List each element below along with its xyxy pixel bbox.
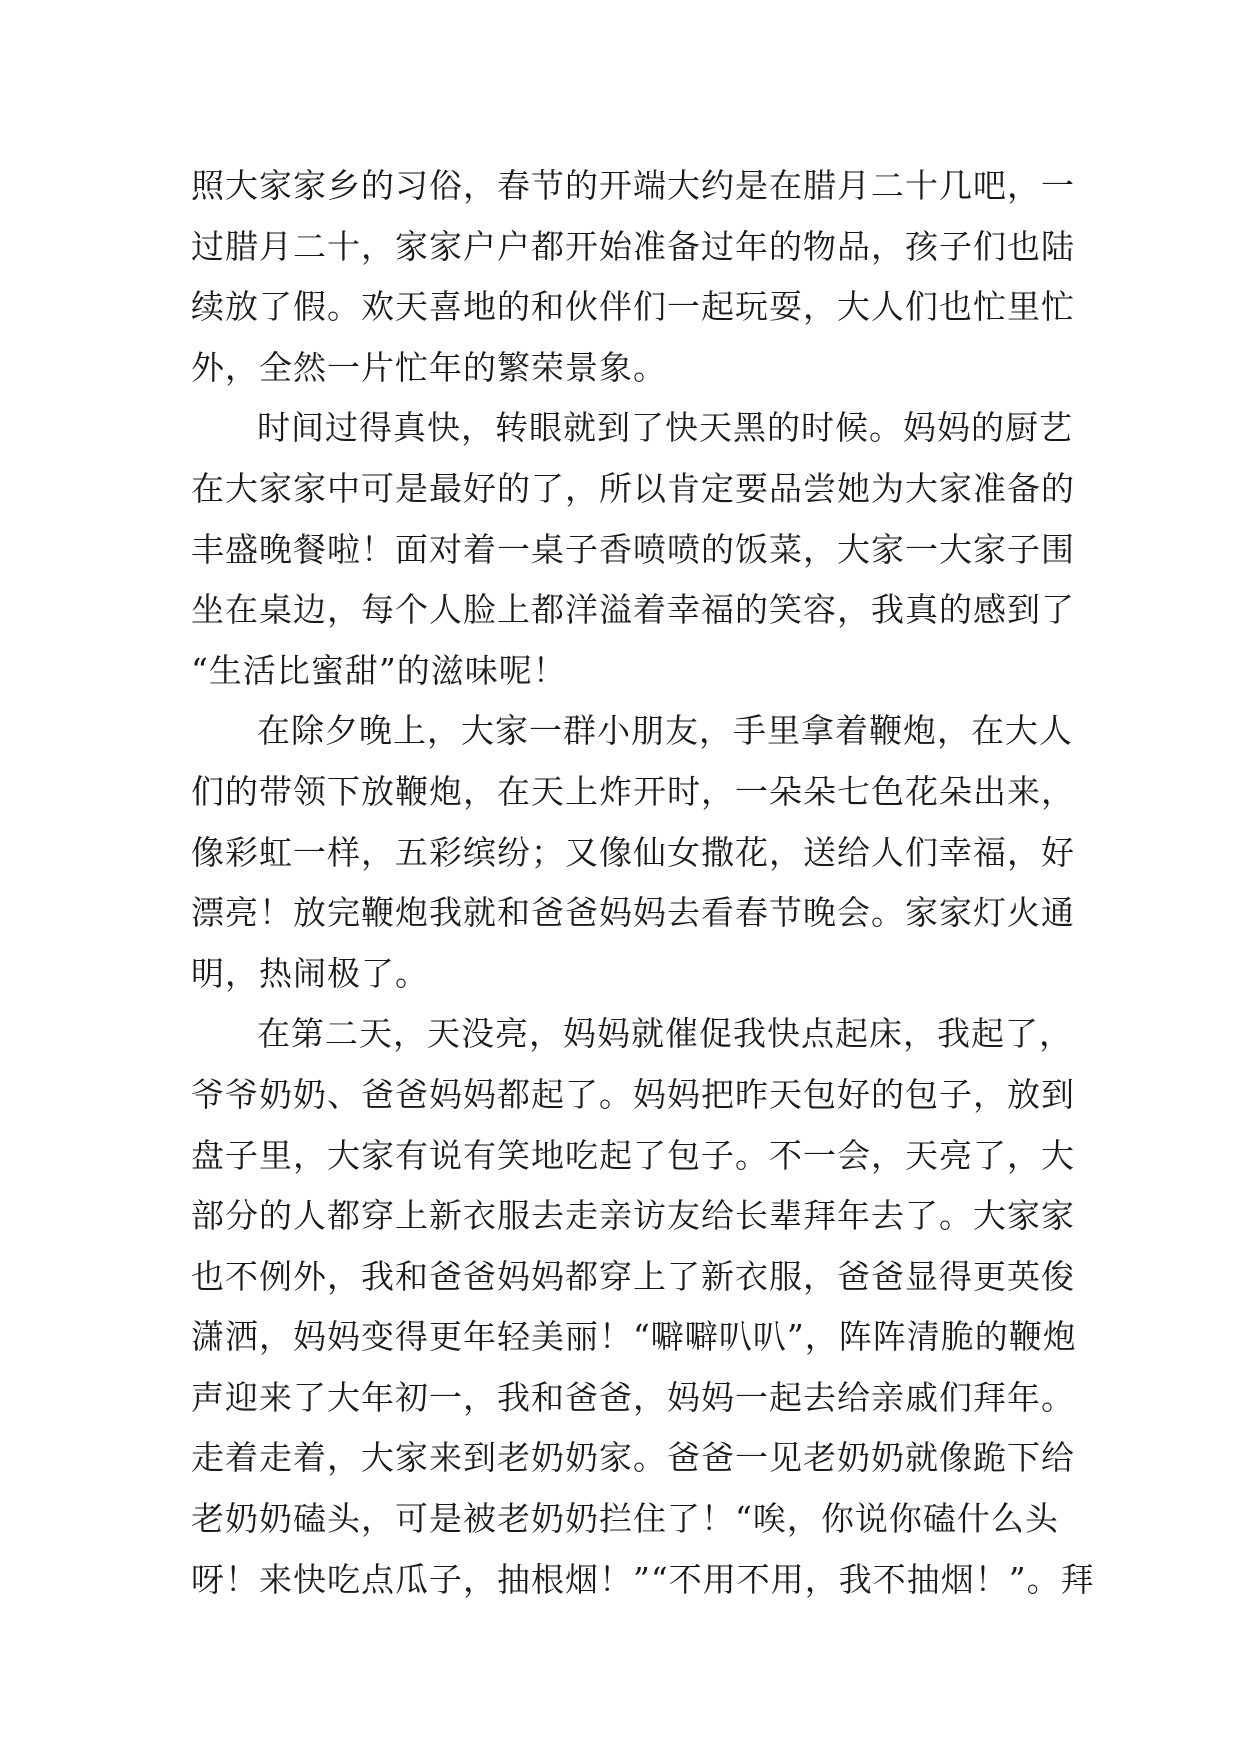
text-line: 在大家家中可是最好的了，所以肯定要品尝她为大家准备的 — [191, 468, 1075, 508]
text-line: 呀！来快吃点瓜子，抽根烟！”“不用不用，我不抽烟！”。拜 — [191, 1559, 1095, 1599]
text-line: 像彩虹一样，五彩缤纷；又像仙女撒花，送给人们幸福，好 — [191, 832, 1075, 872]
text-line: “生活比蜜甜”的滋味呢！ — [191, 650, 567, 690]
essay-body — [191, 156, 1095, 1610]
text-line: 照大家家乡的习俗，春节的开端大约是在腊月二十几吧，一 — [191, 166, 1075, 205]
text-line: 潇洒，妈妈变得更年轻美丽！“噼噼叭叭”，阵阵清脆的鞭炮 — [191, 1317, 1077, 1357]
text-line: 续放了假。欢天喜地的和伙伴们一起玩耍，大人们也忙里忙 — [191, 287, 1075, 327]
text-line: 也不例外，我和爸爸妈妈都穿上了新衣服，爸爸显得更英俊 — [191, 1256, 1075, 1296]
text-line: 老奶奶磕头，可是被老奶奶拦住了！“唉，你说你磕什么头 — [191, 1499, 1059, 1539]
text-line: 坐在桌边，每个人脸上都洋溢着幸福的笑容，我真的感到了 — [191, 590, 1075, 630]
text-line: 部分的人都穿上新衣服去走亲访友给长辈拜年去了。大家家 — [191, 1196, 1075, 1236]
text-line: 外，全然一片忙年的繁荣景象。 — [191, 347, 667, 387]
text-line: 明，热闹极了。 — [191, 953, 429, 993]
text-line: 过腊月二十，家家户户都开始准备过年的物品，孩子们也陆 — [191, 226, 1075, 266]
text-line: 声迎来了大年初一，我和爸爸，妈妈一起去给亲戚们拜年。 — [191, 1377, 1075, 1417]
text-line: 爷爷奶奶、爸爸妈妈都起了。妈妈把昨天包好的包子，放到 — [191, 1074, 1075, 1114]
paragraph-start-line: 时间过得真快，转眼就到了快天黑的时候。妈妈的厨艺 — [257, 408, 1073, 448]
text-line: 们的带领下放鞭炮，在天上炸开时，一朵朵七色花朵出来， — [191, 771, 1075, 811]
paragraph-start-line: 在除夕晚上，大家一群小朋友，手里拿着鞭炮，在大人 — [257, 711, 1073, 751]
paragraph-start-line: 在第二天，天没亮，妈妈就催促我快点起床，我起了， — [257, 1014, 1073, 1054]
text-line: 走着走着，大家来到老奶奶家。爸爸一见老奶奶就像跪下给 — [191, 1438, 1075, 1478]
text-line: 盘子里，大家有说有笑地吃起了包子。不一会，天亮了，大 — [191, 1135, 1075, 1175]
text-line: 漂亮！放完鞭炮我就和爸爸妈妈去看春节晚会。家家灯火通 — [191, 893, 1075, 933]
text-line: 丰盛晚餐啦！面对着一桌子香喷喷的饭菜，大家一大家子围 — [191, 529, 1075, 569]
